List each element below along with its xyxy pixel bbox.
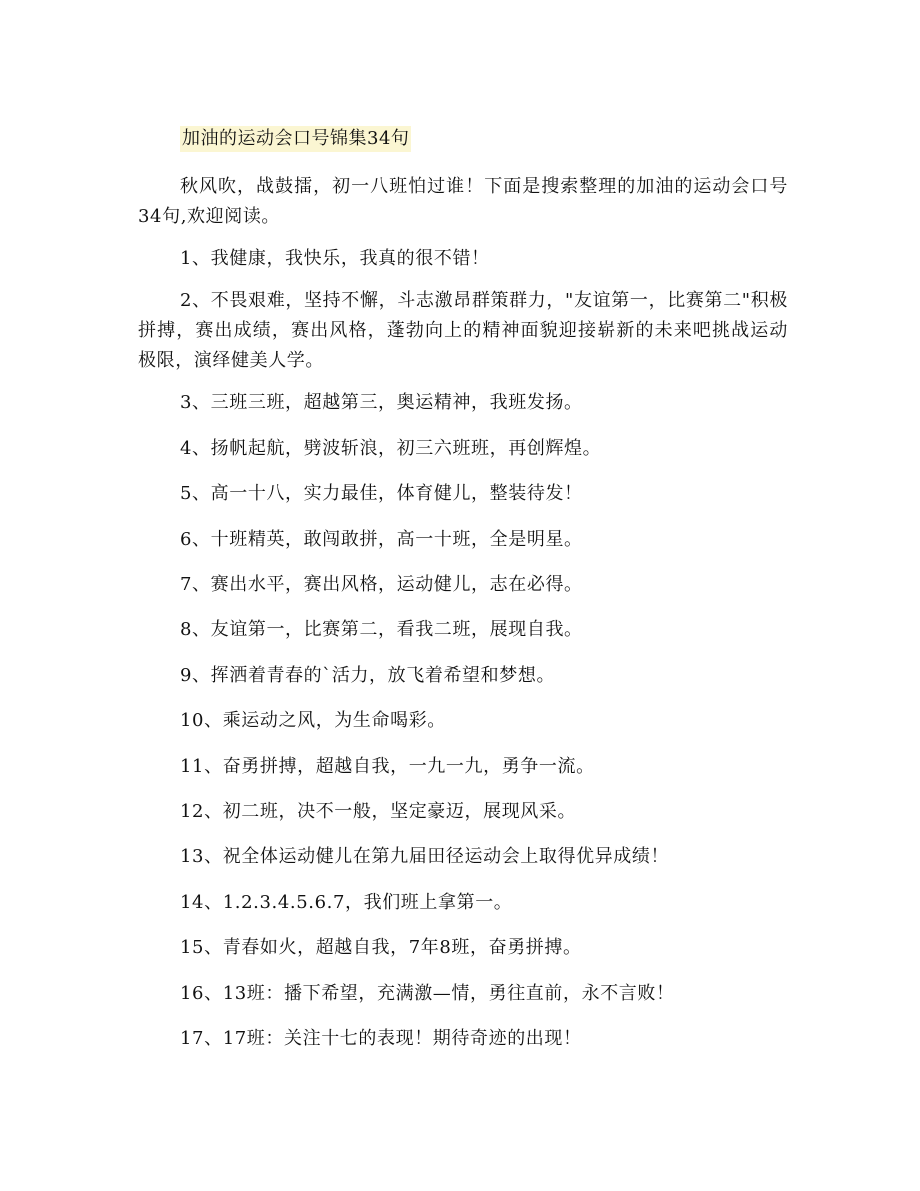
slogan-item: 13、祝全体运动健儿在第九届田径运动会上取得优异成绩！ — [180, 846, 670, 867]
slogan-item: 2、不畏艰难，坚持不懈，斗志激昂群策群力，"友谊第一，比赛第二"积极拼搏，赛出成绩，赛出风格，蓬勃向上的精神面貌迎接崭新的未来吧挑战运动极限，演绎健美人学。 — [138, 290, 788, 371]
slogan-item: 17、17班：关注十七的表现！期待奇迹的出现！ — [180, 1028, 582, 1049]
slogan-item: 15、青春如火，超越自我，7年8班，奋勇拼搏。 — [180, 937, 582, 958]
slogan-item: 8、友谊第一，比赛第二，看我二班，展现自我。 — [180, 619, 583, 640]
slogan-item: 4、扬帆起航，劈波斩浪，初三六班班，再创辉煌。 — [180, 438, 602, 459]
slogan-item: 9、挥洒着青春的`活力，放飞着希望和梦想。 — [180, 665, 556, 686]
slogan-item: 1、我健康，我快乐，我真的很不错！ — [180, 248, 490, 269]
slogan-item: 3、三班三班，超越第三，奥运精神，我班发扬。 — [180, 392, 583, 413]
slogan-item: 6、十班精英，敢闯敢拼，高一十班，全是明星。 — [180, 529, 583, 550]
intro-paragraph: 秋风吹，战鼓擂，初一八班怕过谁！下面是搜索整理的加油的运动会口号34句,欢迎阅读。 — [138, 176, 788, 227]
slogan-item: 14、1.2.3.4.5.6.7，我们班上拿第一。 — [180, 892, 513, 913]
slogan-item: 5、高一十八，实力最佳，体育健儿，整装待发！ — [180, 483, 583, 504]
slogan-item: 12、初二班，决不一般，坚定豪迈，展现风采。 — [180, 801, 577, 822]
slogan-item: 10、乘运动之风，为生命喝彩。 — [180, 710, 446, 731]
slogan-item: 16、13班：播下希望，充满激—情，勇往直前，永不言败！ — [180, 983, 675, 1004]
slogan-item: 11、奋勇拼搏，超越自我，一九一九，勇争一流。 — [180, 756, 595, 777]
document-title: 加油的运动会口号锦集34句 — [180, 126, 411, 152]
slogan-item: 7、赛出水平，赛出风格，运动健儿，志在必得。 — [180, 574, 583, 595]
